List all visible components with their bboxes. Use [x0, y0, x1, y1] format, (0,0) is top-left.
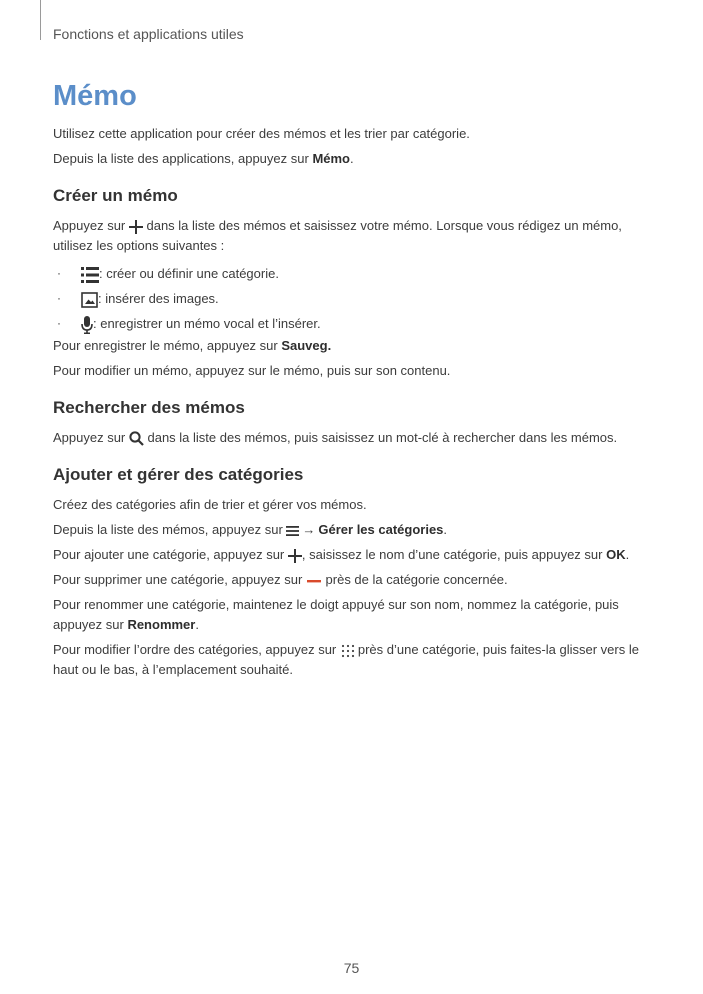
manage-categories-label: Gérer les catégories	[318, 522, 444, 537]
add-text-end: .	[625, 547, 630, 562]
page-title: Mémo	[53, 80, 137, 112]
arrow-symbol: →	[302, 522, 316, 537]
edit-instruction: Pour modifier un mémo, appuyez sur le mémo, puis sur son contenu.	[53, 363, 451, 378]
drag-handle-icon	[340, 643, 356, 659]
search-heading: Rechercher des mémos	[53, 398, 245, 417]
reorder-text-2: près d’une catégorie, puis faites-la glisser vers le haut ou le bas, à l’emplacement souhaité.	[53, 642, 639, 677]
add-text-1: Pour ajouter une catégorie, appuyez sur	[53, 547, 288, 562]
bullet-text: : enregistrer un mémo vocal et l’insérer.	[93, 316, 321, 331]
page-number: 75	[343, 960, 360, 976]
reorder-text-1: Pour modifier l’ordre des catégories, appuyez sur	[53, 642, 340, 657]
categories-heading: Ajouter et gérer des catégories	[53, 465, 304, 484]
running-header: Fonctions et applications utiles	[53, 26, 244, 42]
bullet-dot: ·	[57, 291, 61, 305]
rename-category-instruction	[53, 595, 653, 635]
create-text-1: Appuyez sur	[53, 218, 129, 233]
image-icon	[81, 292, 98, 308]
reorder-category-instruction	[53, 640, 653, 680]
add-category-instruction	[53, 545, 653, 565]
category-list-icon	[81, 266, 99, 284]
rename-text: Pour renommer une catégorie, maintenez le doigt appuyé sur son nom, nommez la catégorie, puis appuyez sur	[53, 597, 619, 632]
menu-icon	[286, 525, 299, 537]
rename-label: Renommer	[127, 617, 196, 632]
delete-text-1: Pour supprimer une catégorie, appuyez sur	[53, 572, 306, 587]
delete-text-2: près de la catégorie concernée.	[321, 572, 508, 587]
search-paragraph	[53, 428, 653, 448]
search-text-1: Appuyez sur	[53, 430, 129, 445]
list-item	[53, 261, 653, 286]
create-heading: Créer un mémo	[53, 186, 178, 205]
bullet-dot: ·	[57, 316, 61, 330]
list-item	[53, 311, 653, 336]
margin-rule	[40, 0, 41, 40]
ok-label: OK	[606, 547, 626, 562]
bullet-dot: ·	[57, 266, 61, 280]
intro-line-2-text: Depuis la liste des applications, appuyez sur	[53, 151, 313, 166]
save-text: Pour enregistrer le mémo, appuyez sur	[53, 338, 282, 353]
bullet-text: : insérer des images.	[98, 291, 219, 306]
save-instruction	[53, 336, 653, 356]
save-label: Sauveg.	[281, 338, 332, 353]
plus-icon	[288, 549, 302, 563]
manage-text-end: .	[443, 522, 448, 537]
main-content	[53, 124, 653, 680]
intro-line-2	[53, 149, 653, 169]
minus-icon	[306, 577, 322, 585]
search-text-2: dans la liste des mémos, puis saisissez un mot-clé à rechercher dans les mémos.	[143, 430, 618, 445]
manage-text: Depuis la liste des mémos, appuyez sur	[53, 522, 287, 537]
plus-icon	[129, 220, 143, 234]
create-text-2: dans la liste des mémos et saisissez votre mémo. Lorsque vous rédigez un mémo, utilisez les options suivantes :	[53, 218, 622, 253]
rename-text-end: .	[195, 617, 199, 632]
list-item	[53, 286, 653, 311]
create-paragraph	[53, 216, 653, 256]
search-icon	[129, 431, 144, 446]
intro-app-name: Mémo	[312, 151, 350, 166]
delete-category-instruction	[53, 570, 653, 590]
categories-intro: Créez des catégories afin de trier et gérer vos mémos.	[53, 497, 367, 512]
microphone-icon	[81, 316, 93, 334]
manage-categories-instruction	[53, 520, 653, 540]
intro-line-1: Utilisez cette application pour créer des mémos et les trier par catégorie.	[53, 126, 470, 141]
add-text-2: , saisissez le nom d’une catégorie, puis appuyez sur	[301, 547, 607, 562]
intro-line-2-end: .	[350, 151, 354, 166]
bullet-text: : créer ou définir une catégorie.	[99, 266, 279, 281]
